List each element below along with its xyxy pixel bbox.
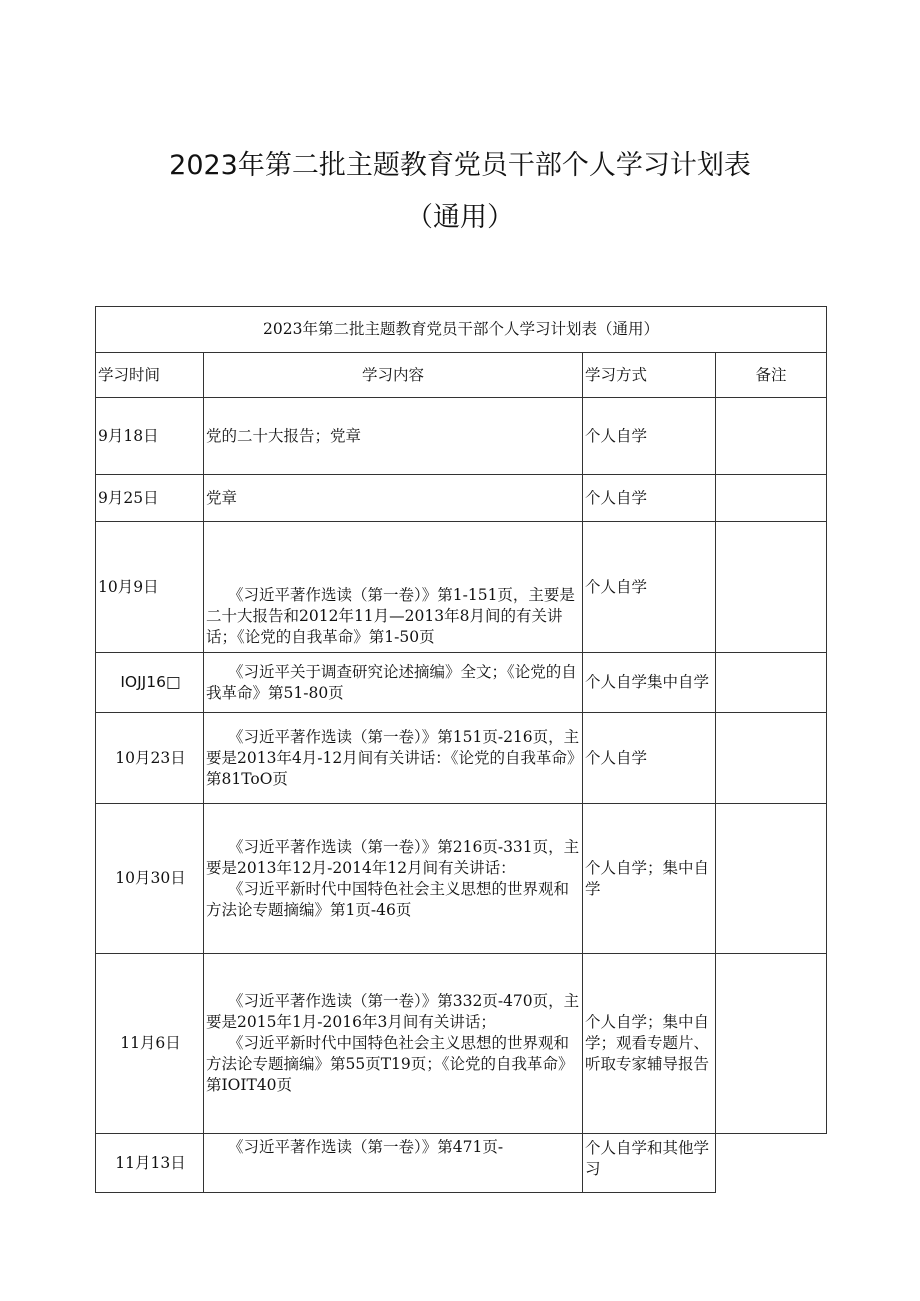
- row-date: 10月23日: [96, 713, 204, 804]
- row-method: 个人自学: [583, 522, 716, 653]
- row-method: 个人自学: [583, 398, 716, 475]
- row-note: [716, 398, 827, 475]
- row-date: 11月13日: [96, 1134, 204, 1193]
- row-method: 个人自学: [583, 475, 716, 522]
- row-note: [716, 1134, 827, 1193]
- row-date: 9月18日: [96, 398, 204, 475]
- row-note: [716, 475, 827, 522]
- row-note: [716, 522, 827, 653]
- row-content: 《习近平新时代中国特色社会主义思想的世界观和方法论专题摘编》第1页-46页: [206, 879, 570, 919]
- header-method: 学习方式: [583, 353, 716, 398]
- table-row: [96, 713, 827, 804]
- table-header-row: [96, 353, 827, 398]
- row-note: [716, 954, 827, 1134]
- row-content: 《习近平关于调查研究论述摘编》全文；《论党的自我革命》第51-80页: [206, 662, 577, 702]
- row-date: 9月25日: [96, 475, 204, 522]
- table-row: [96, 954, 827, 1134]
- table-row: [96, 653, 827, 713]
- table-row: [96, 522, 827, 653]
- row-note: [716, 653, 827, 713]
- row-content: 《习近平著作选读（第一卷）》第1-151页，主要是二十大报告和2012年11月—2013年8月间的有关讲话；《论党的自我革命》第1-50页: [206, 586, 575, 646]
- row-date: 11月6日: [96, 954, 204, 1134]
- row-content: 党的二十大报告；党章: [204, 398, 583, 475]
- row-content: 《习近平著作选读（第一卷）》第216页-331页，主要是2013年12月-2014年12月间有关讲话：: [206, 837, 580, 877]
- table-row: [96, 804, 827, 954]
- header-time: 学习时间: [96, 353, 204, 398]
- table-caption: 2023年第二批主题教育党员干部个人学习计划表（通用）: [96, 307, 827, 353]
- row-content: 《习近平著作选读（第一卷）》第471页-: [228, 1138, 504, 1156]
- row-method: 个人自学；集中自学；观看专题片、听取专家辅导报告: [583, 954, 716, 1134]
- table-row: [96, 1134, 827, 1193]
- row-date: 10月30日: [96, 804, 204, 954]
- row-method: 个人自学: [583, 713, 716, 804]
- row-note: [716, 804, 827, 954]
- table-caption-row: [96, 307, 827, 353]
- row-method: 个人自学和其他学习: [583, 1134, 716, 1193]
- page-subtitle: （通用）: [406, 202, 514, 233]
- header-content: 学习内容: [204, 353, 583, 398]
- row-content: 《习近平著作选读（第一卷）》第332页-470页，主要是2015年1月-2016年3月间有关讲话；: [206, 992, 580, 1031]
- row-method: 个人自学；集中自学: [583, 804, 716, 954]
- row-note: [716, 713, 827, 804]
- study-plan-table: [95, 306, 827, 1193]
- row-content: 《习近平著作选读（第一卷）》第151页-216页，主要是2013年4月-12月间有关讲话：《论党的自我革命》第81ToO页: [206, 727, 580, 788]
- row-date: IOJJ16□: [96, 653, 204, 713]
- header-note: 备注: [716, 353, 827, 398]
- table-row: [96, 475, 827, 522]
- row-method: 个人自学集中自学: [583, 653, 716, 713]
- table-row: [96, 398, 827, 475]
- row-content: 党章: [204, 475, 583, 522]
- row-date: 10月9日: [96, 522, 204, 653]
- page-title: 2023年第二批主题教育党员干部个人学习计划表: [169, 150, 751, 181]
- row-content: 《习近平新时代中国特色社会主义思想的世界观和方法论专题摘编》第55页T19页；《论党的自我革命》第IOIT40页: [206, 1034, 574, 1094]
